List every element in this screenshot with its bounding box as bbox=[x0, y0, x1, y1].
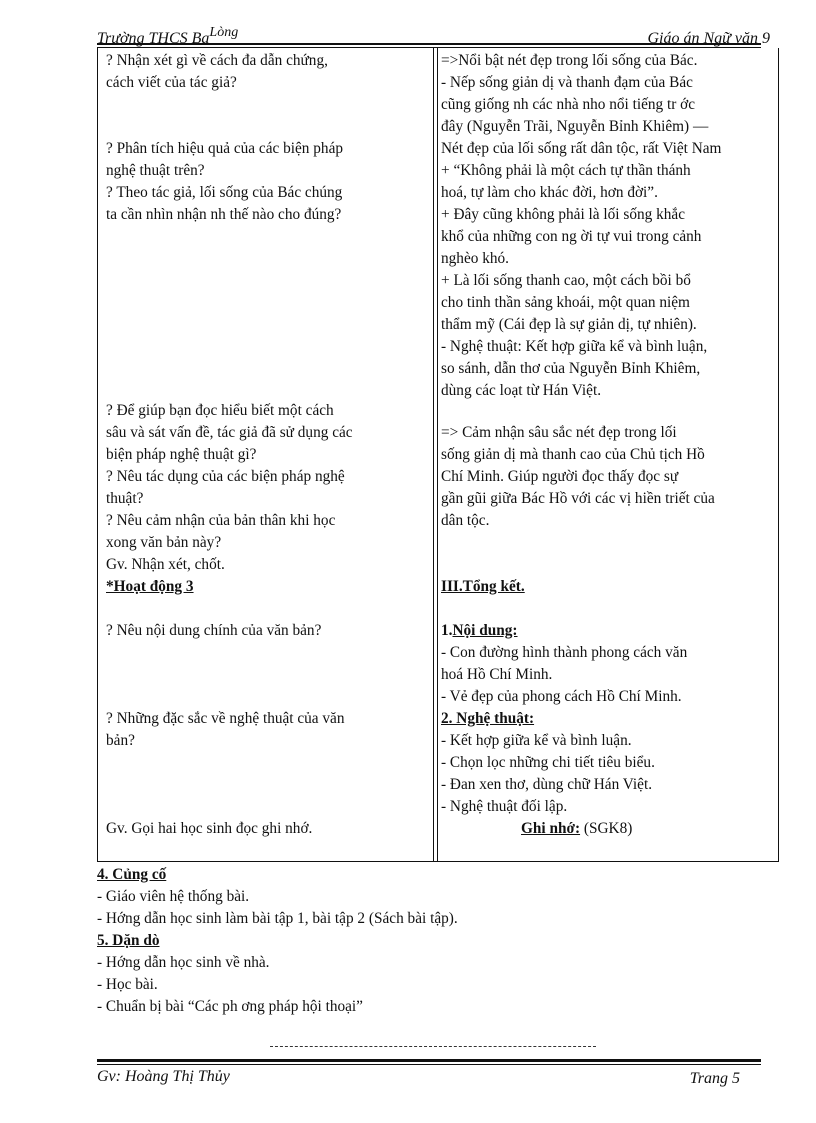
summary-heading: III.Tổng kết. bbox=[441, 578, 525, 595]
column-divider bbox=[433, 48, 434, 861]
left-question-2: ? Phân tích hiệu quả của các biện pháp nghệ thuật trên? ? Theo tác giả, lối sống của Bác chúng ta cần nhìn nhận nh thế nào cho đúng? bbox=[106, 140, 344, 223]
consolidate-section: 4. Củng cố - Giáo viên hệ thống bài. - Hớng dẫn học sinh làm bài tập 1, bài tập 2 (Sách bài tập). bbox=[97, 864, 777, 930]
art-section: 2. Nghệ thuật: - Kết hợp giữa kể và bình luận. - Chọn lọc những chi tiết tiêu biểu. - Đan xen thơ, dùng chữ Hán Việt. - Nghệ thuật đối lập. bbox=[441, 710, 655, 815]
header-subject: Giáo án Ngữ văn 9 bbox=[647, 30, 770, 47]
school-name-sup: Lòng bbox=[209, 25, 239, 40]
lesson-table bbox=[97, 48, 779, 862]
activity-3-heading: *Hoạt động 3 bbox=[106, 578, 194, 595]
footer-rule bbox=[97, 1059, 761, 1062]
homework-section: 5. Dặn dò - Hớng dẫn học sinh về nhà. - Học bài. - Chuẩn bị bài “Các ph ơng pháp hội thoại” bbox=[97, 930, 777, 1018]
left-question-3: ? Để giúp bạn đọc hiểu biết một cách sâu và sát vấn đề, tác giả đã sử dụng các biện pháp nghệ thuật gì? ? Nêu tác dụng của các biện pháp nghệ thuật? ? Nêu cảm nhận của bản thân khi học xong văn bản này? Gv. Nhận xét, chốt. bbox=[106, 402, 353, 573]
footer-rule-thin bbox=[97, 1064, 761, 1065]
content-section: 1.Nội dung: - Con đường hình thành phong cách văn hoá Hồ Chí Minh. - Vẻ đẹp của phong cách Hồ Chí Minh. bbox=[441, 622, 688, 705]
consolidate-title: 4. Củng cố bbox=[97, 866, 167, 883]
left-question-5: ? Những đặc sắc về nghệ thuật của văn bản? bbox=[106, 710, 345, 749]
footer-teacher: Gv: Hoàng Thị Thủy bbox=[97, 1068, 230, 1085]
note-label: Ghi nhớ: bbox=[521, 820, 581, 837]
footer-page-number: Trang 5 bbox=[689, 1070, 740, 1087]
left-question-4: ? Nêu nội dung chính của văn bản? bbox=[106, 622, 322, 639]
school-name: Trường THCS Ba bbox=[97, 30, 210, 47]
left-question-1: ? Nhận xét gì về cách đa dẫn chứng, cách viết của tác giả? bbox=[106, 52, 328, 91]
content-title: Nội dung: bbox=[452, 622, 518, 639]
column-divider-inner bbox=[437, 48, 438, 861]
header-rule bbox=[97, 43, 761, 45]
note-ref: (SGK8) bbox=[580, 820, 633, 837]
right-answer-1: =>Nổi bật nét đẹp trong lối sống của Bác. - Nếp sống giản dị và thanh đạm của Bác cũng giống nh các nhà nho nổi tiếng tr ớc đây (Nguyễn Trãi, Nguyễn Bỉnh Khiêm) — Nét đẹp của lối sống rất dân tộc, rất Việt Nam + “Không phải là một cách tự thần thánh hoá, tự làm cho khác đời, hơn đời”. + Đây cũng không phải là lối sống khắc khổ của những con ng ời tự vui trong cảnh nghèo khó. + Là lối sống thanh cao, một cách bồi bổ cho tinh thần sảng khoái, một quan niệm thẩm mỹ (Cái đẹp là sự giản dị, tự nhiên). - Nghệ thuật: Kết hợp giữa kể và bình luận, so sánh, dẫn thơ của Nguyễn Bỉnh Khiêm, dùng các loạt từ Hán Việt. bbox=[441, 52, 722, 399]
right-answer-2: => Cảm nhận sâu sắc nét đẹp trong lối sống giản dị mà thanh cao của Chủ tịch Hồ Chí Minh. Giúp người đọc thấy đọc sự gần gũi giữa Bác Hồ với các vị hiền triết của dân tộc. bbox=[441, 424, 715, 529]
note-line bbox=[441, 818, 771, 840]
left-question-6: Gv. Gọi hai học sinh đọc ghi nhớ. bbox=[106, 820, 313, 837]
header-school bbox=[97, 25, 239, 48]
end-separator bbox=[270, 1046, 596, 1047]
homework-title: 5. Dặn dò bbox=[97, 932, 160, 949]
